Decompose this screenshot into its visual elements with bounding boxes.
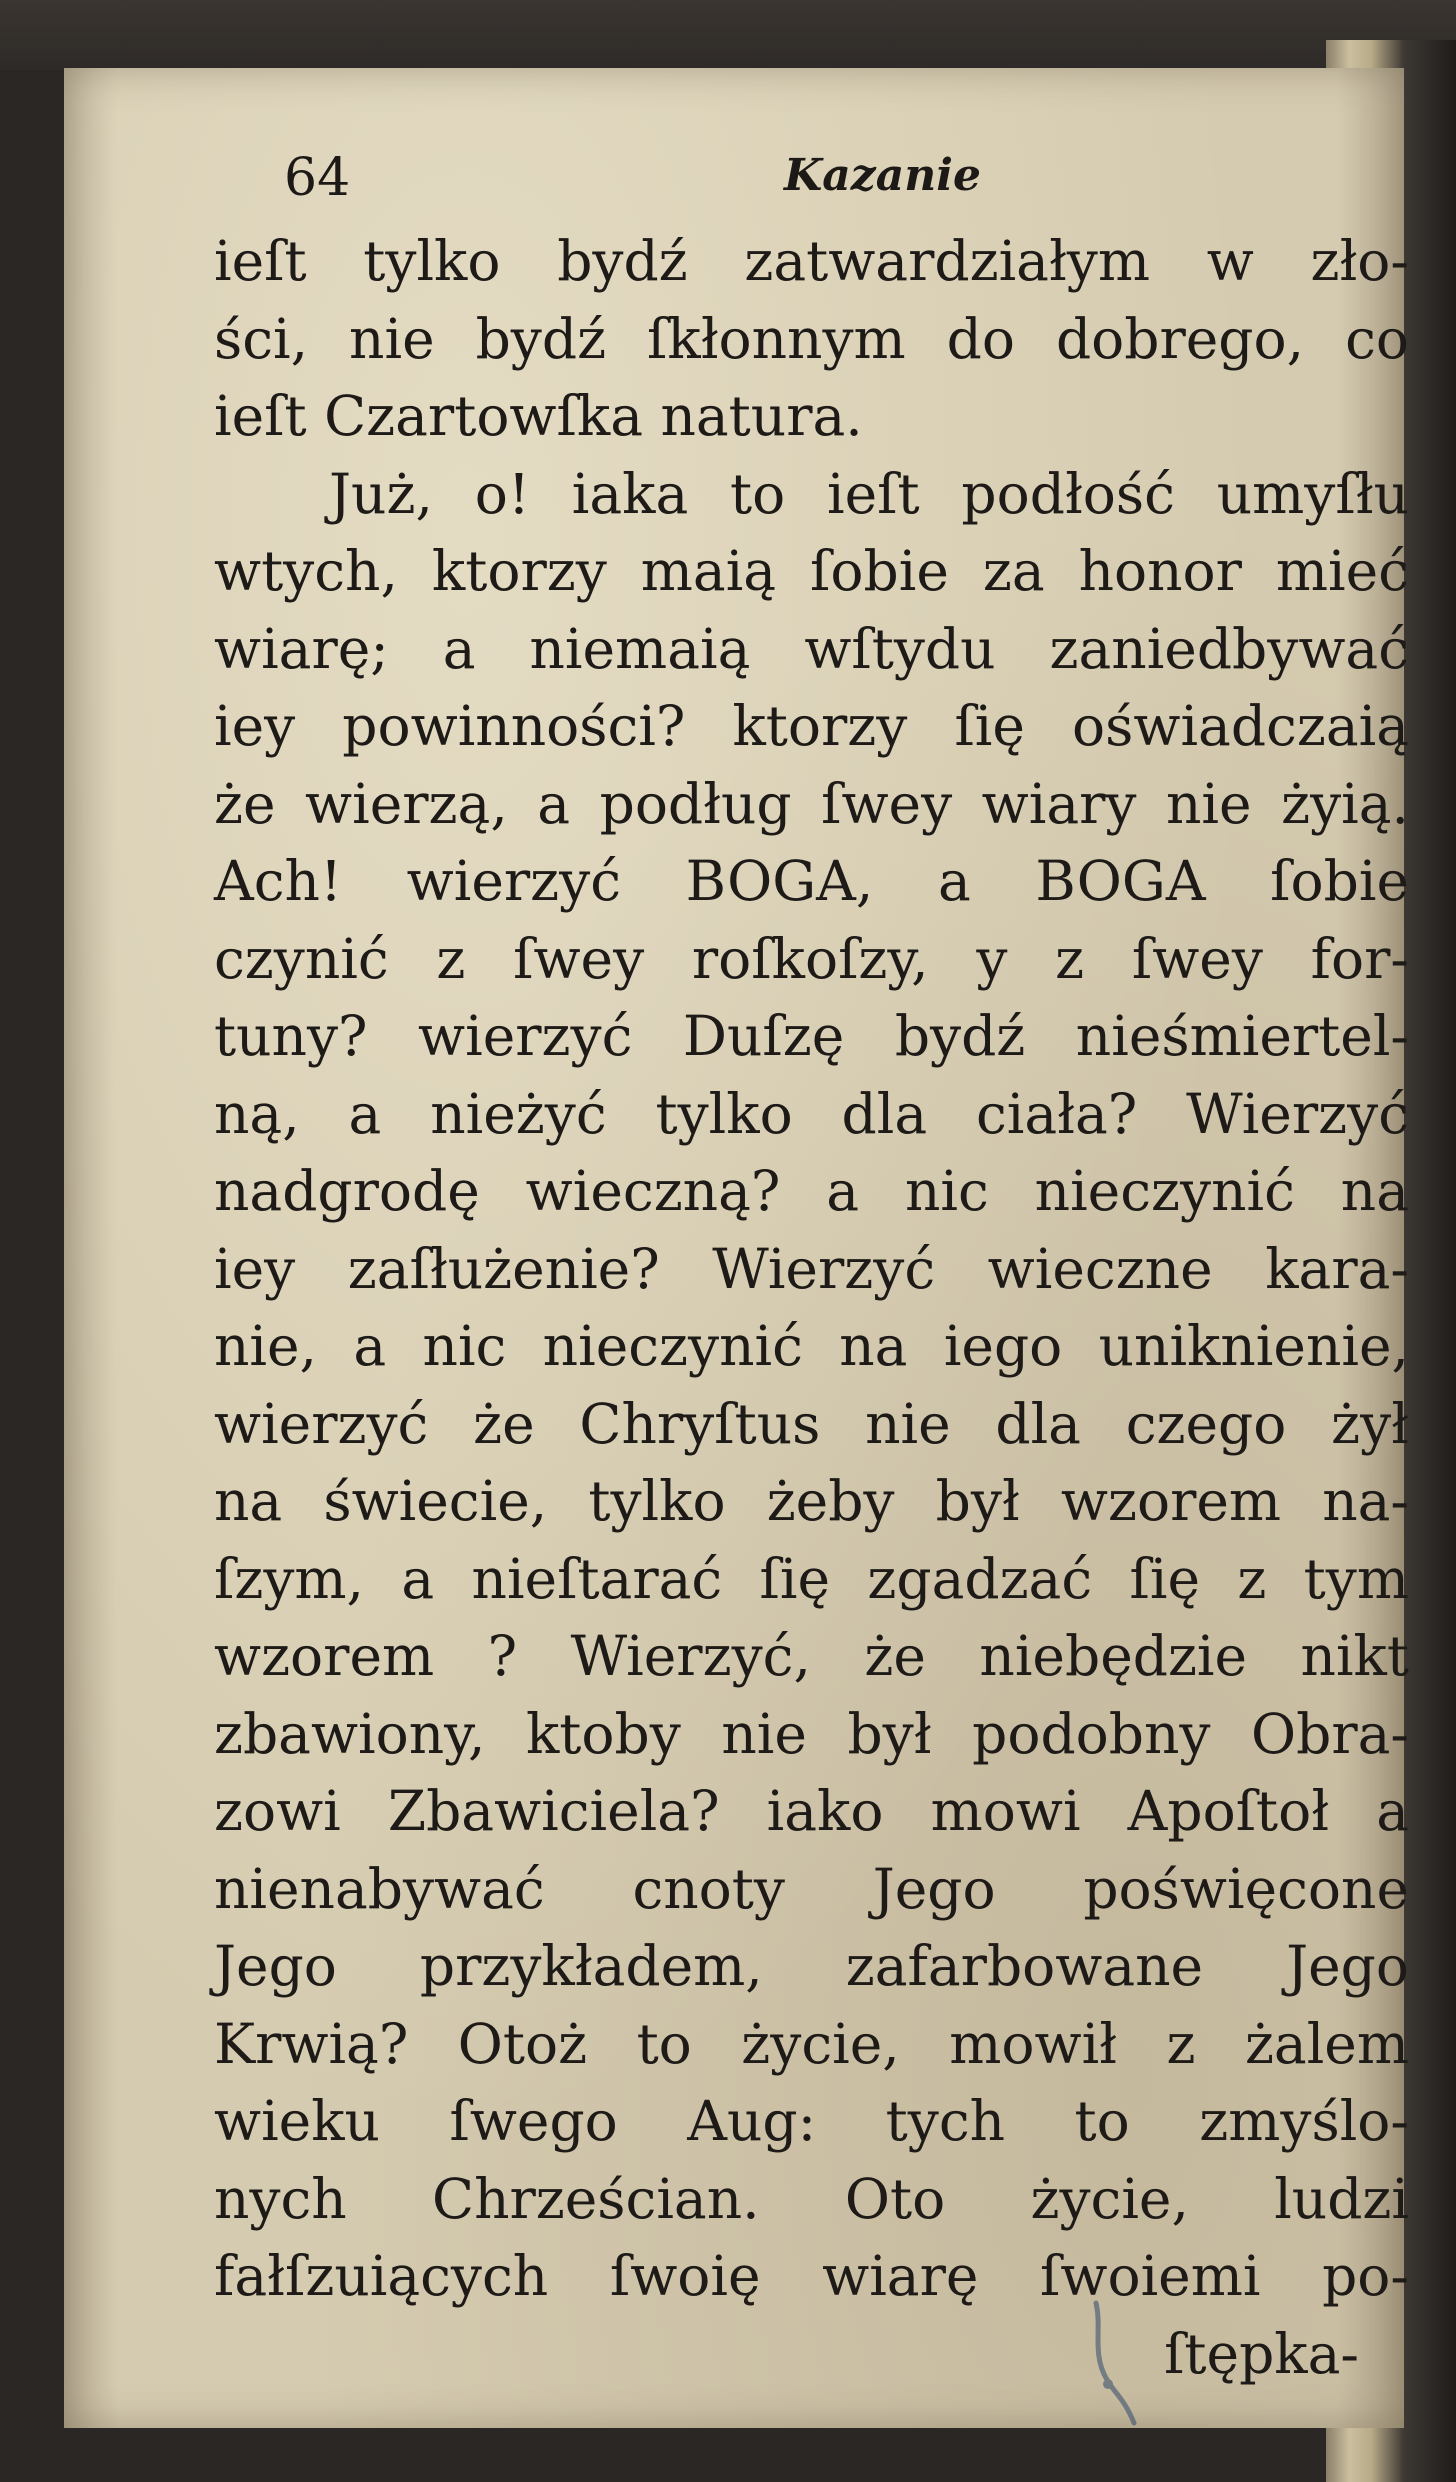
text-line: Ach! wierzyć BOGA, a BOGA ſobie (214, 849, 1409, 913)
text-line: Krwią? Otoż to życie, mowił z żalem (214, 2011, 1409, 2076)
body-text (214, 223, 1409, 2393)
text-line: ści, nie bydź ſkłonnym do dobrego, co (214, 306, 1409, 371)
catchword: ſtępka- (1164, 2321, 1359, 2386)
text-line: na świecie, tylko żeby był wzorem na- (214, 1469, 1409, 1533)
text-line: wtych, ktorzy maią ſobie za honor mieć (214, 539, 1409, 603)
text-line: nienabywać cnoty Jego poświęcone (214, 1856, 1409, 1921)
paragraph-first-line: Już, o! iaka to ieſt podłość umyſłu (329, 461, 1409, 526)
paper-page (64, 68, 1409, 2428)
text-line: tuny? wierzyć Duſzę bydź nieśmiertel- (214, 1004, 1409, 1068)
text-line: fałſzuiących ſwoię wiarę ſwoiemi po- (214, 2244, 1409, 2308)
page-number: 64 (284, 148, 351, 208)
text-line: ieſt Czartowſka natura. (214, 384, 863, 448)
text-line: iey zaſłużenie? Wierzyć wieczne kara- (214, 1236, 1409, 1301)
text-line: czynić z ſwey roſkoſzy, y z ſwey for- (214, 926, 1409, 991)
text-line: ſzym, a nieſtarać ſię zgadzać ſię z tym (214, 1546, 1409, 1611)
scan-background-edge (0, 0, 1456, 70)
text-line: wieku ſwego Aug: tych to zmyślo- (214, 2089, 1409, 2153)
text-line: ną, a nieżyć tylko dla ciała? Wierzyć (214, 1081, 1409, 1146)
text-line: wzorem ? Wierzyć, że niebędzie nikt (214, 1624, 1409, 1688)
text-line: wierzyć że Chryſtus nie dla czego żył (214, 1391, 1409, 1456)
text-line: wiarę; a niemaią wſtydu zaniedbywać (214, 616, 1409, 681)
text-line: że wierzą, a podług ſwey wiary nie żyią. (214, 771, 1409, 836)
text-line: ieſt tylko bydź zatwardziałym w zło- (214, 229, 1409, 293)
text-line: zbawiony, ktoby nie był podobny Obra- (214, 1701, 1409, 1766)
text-line: Jego przykładem, zafarbowane Jego (214, 1934, 1409, 1998)
running-head (64, 148, 1404, 218)
text-line: zowi Zbawiciela? iako mowi Apoſtoł a (214, 1779, 1409, 1843)
text-line: nadgrodę wieczną? a nic nieczynić na (214, 1159, 1409, 1223)
running-title: Kazanie (784, 150, 981, 201)
text-line: nych Chrześcian. Oto życie, ludzi (214, 2166, 1409, 2231)
text-line: nie, a nic nieczynić na iego uniknienie, (214, 1314, 1409, 1378)
text-line: iey powinności? ktorzy ſię oświadczaią (214, 694, 1409, 758)
ink-stain-mark (1084, 2298, 1144, 2428)
